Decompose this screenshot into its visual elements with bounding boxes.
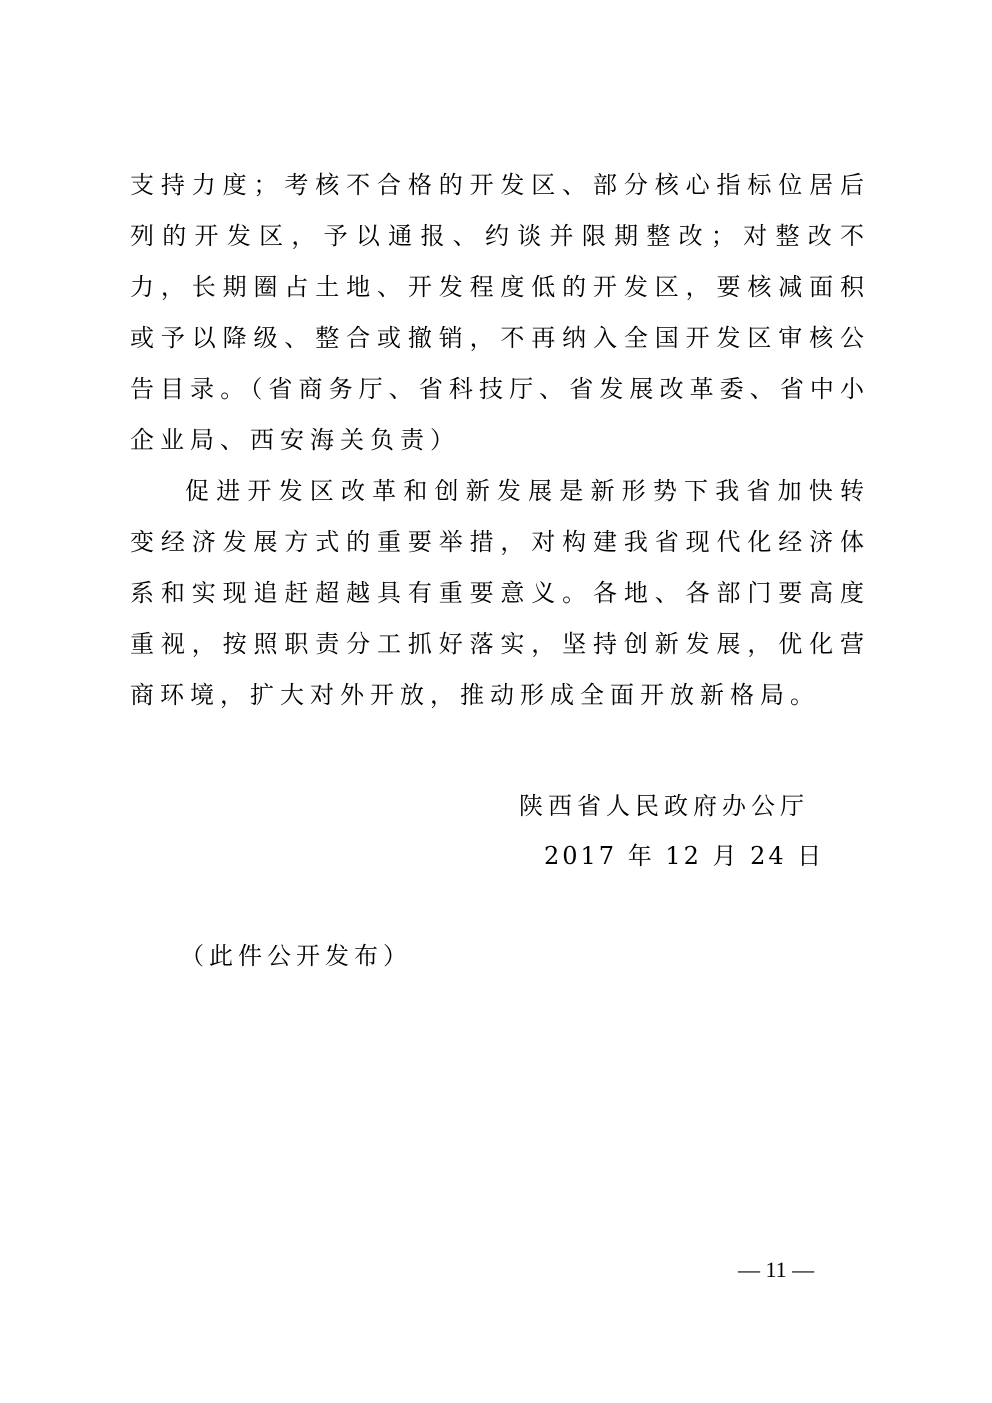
issuer-signature: 陕西省人民政府办公厅 bbox=[519, 792, 809, 820]
paragraph-1 bbox=[130, 160, 870, 466]
paragraph-2: 促进开发区改革和创新发展是新形势下我省加快转变经济发展方式的重要举措，对构建我省现代化经济体系和实现追赶超越具有重要意义。各地、各部门要高度重视，按照职责分工抓好落实，坚持创新发展，优化营商环境，扩大对外开放，推动形成全面开放新格局。 bbox=[130, 477, 870, 709]
issue-date: 2017 年 12 月 24 日 bbox=[544, 842, 825, 870]
responsible-departments: （省商务厅、省科技厅、省发展改革委、省中小企业局、西安海关负责） bbox=[130, 375, 871, 454]
page-number: — 11 — bbox=[738, 1257, 815, 1282]
paragraph-1-text: 支持力度；考核不合格的开发区、部分核心指标位居后列的开发区，予以通报、约谈并限期整改；对整改不力，长期圈占土地、开发程度低的开发区，要核减面积或予以降级、整合或撤销，不再纳入全国开发区审核公告目录。 bbox=[130, 171, 870, 403]
body-text bbox=[130, 160, 870, 721]
publication-note: （此件公开发布） bbox=[180, 942, 412, 970]
